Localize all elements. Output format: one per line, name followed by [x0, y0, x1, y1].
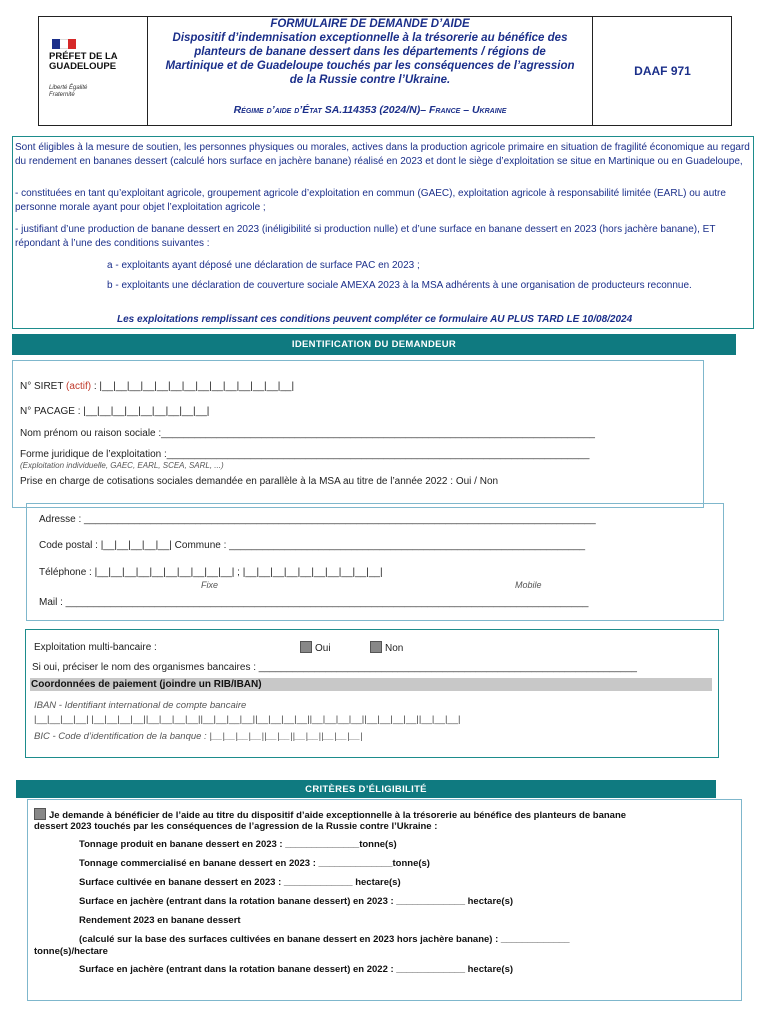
criteria-item: Rendement 2023 en banane dessert — [79, 915, 241, 926]
non-label: Non — [385, 643, 404, 654]
criteria-item[interactable]: Tonnage produit en banane dessert en 2023 : ______________tonne(s) — [79, 839, 397, 850]
phone-field[interactable]: Téléphone : |__|__|__|__|__|__|__|__|__|__| ; |__|__|__|__|__|__|__|__|__|__| — [39, 567, 383, 578]
eligibility-point-2: - justifiant d’une production de banane dessert en 2023 (inéligibilité si production nulle) et d’une surface en banane dessert en 2023 (hors jachère banane), ET répondant à l’une des conditions suivantes : — [15, 224, 716, 249]
legal-form-hint: (Exploitation individuelle, GAEC, EARL, SCEA, SARL, ...) — [20, 461, 224, 470]
siret-label: N° SIRET — [20, 381, 67, 392]
checkbox-square-icon — [370, 641, 382, 653]
republic-flag-icon — [52, 39, 76, 49]
eligibility-condition-a: a - exploitants ayant déposé une déclaration de surface PAC en 2023 ; — [107, 260, 420, 271]
payment-details-title: Coordonnées de paiement (joindre un RIB/IBAN) — [31, 679, 262, 690]
deadline-notice: Les exploitations remplissant ces conditions peuvent compléter ce formulaire AU PLUS TARD LE 10/08/2024 — [117, 314, 633, 325]
multi-bank-oui-checkbox[interactable] — [300, 641, 331, 654]
criteria-item[interactable]: Surface en jachère (entrant dans la rotation banane dessert) en 2022 : _____________ hectare(s) — [79, 964, 514, 975]
phone-fixed-label: Fixe — [201, 580, 219, 590]
siret-field[interactable] — [20, 381, 294, 392]
payment-details-heading — [30, 678, 712, 691]
mail-field[interactable]: Mail : ______________________________________________________________________________________________ — [39, 597, 589, 608]
criteria-item[interactable]: Surface en jachère (entrant dans la rotation banane dessert) en 2023 : _____________ hectare(s) — [79, 896, 514, 907]
bank-names-field[interactable]: Si oui, préciser le nom des organismes bancaires : ____________________________________________________________________ — [32, 662, 637, 673]
aid-regime-reference: Régime d’aide d’État SA.114353 (2024/N)– France – Ukraine — [233, 104, 507, 116]
section-bar-identification — [12, 334, 736, 355]
iban-label: IBAN - Identifiant international de compte bancaire — [34, 700, 247, 711]
legal-form-field[interactable]: Forme juridique de l’exploitation :____________________________________________________________________________ — [20, 449, 590, 460]
section-bar-criteria — [16, 780, 716, 798]
eligibility-point-1: - constituées en tant qu’exploitant agricole, groupement agricole d’exploitation en commun (GAEC), exploitation agricole à responsabilité limitée (EARL) ou autre personne morale ayant pour objet l’exploitation agricole ; — [15, 188, 726, 213]
msa-question[interactable]: Prise en charge de cotisations sociales demandée en parallèle à la MSA au titre de l’année 2022 : Oui / Non — [20, 476, 499, 487]
oui-label: Oui — [315, 643, 331, 654]
form-title — [148, 17, 592, 87]
multi-bank-label: Exploitation multi-bancaire : — [34, 642, 157, 653]
address-field[interactable]: Adresse : ____________________________________________________________________________________________ — [39, 514, 596, 525]
siret-status: (actif) — [66, 381, 92, 392]
logo-text: PRÉFET DE LA GUADELOUPE — [49, 51, 118, 72]
name-field[interactable]: Nom prénom ou raison sociale :______________________________________________________________________________ — [20, 428, 595, 439]
form-title-line: FORMULAIRE DE DEMANDE D’AIDE — [270, 18, 470, 30]
request-text: Je demande à bénéficier de l’aide au titre du dispositif d’aide exceptionnelle à la trésorerie au bénéfice des planteurs de banane — [49, 810, 627, 821]
postal-commune-field[interactable]: Code postal : |__|__|__|__|__| Commune : ________________________________________________________________ — [39, 540, 586, 551]
rendement-unit: tonne(s)/hectare — [34, 946, 108, 957]
form-title-line: Martinique et de Guadeloupe touchés par les conséquences de l’agression — [165, 60, 575, 72]
checkbox-square-icon — [300, 641, 312, 653]
logo-motto: Liberté Égalité Fraternité — [49, 85, 88, 98]
iban-field[interactable]: |__|__|__|__| |__|__|__|__||__|__|__|__||__|__|__|__||__|__|__|__||__|__|__|__||__|__|__|__||__|__|__| — [34, 714, 461, 725]
section-title: CRITÈRES D’ÉLIGIBILITÉ — [305, 783, 427, 795]
form-title-line: Dispositif d’indemnisation exceptionnelle à la trésorerie au bénéfice des — [172, 32, 568, 44]
eligibility-condition-b: b - exploitants une déclaration de couverture sociale AMEXA 2023 à la MSA adhérents à une organisation de producteurs reconnue. — [107, 280, 692, 291]
multi-bank-non-checkbox[interactable] — [370, 641, 403, 654]
checkbox-square-icon — [34, 808, 46, 820]
aid-request-line[interactable] — [34, 808, 626, 821]
aid-request-line-2: dessert 2023 touchés par les conséquences de l’agression de la Russie contre l’Ukraine : — [34, 821, 438, 832]
eligibility-conditions-box — [12, 136, 754, 329]
bic-field[interactable]: BIC - Code d’identification de la banque : |__|__|__|__||__|__||__|__||__|__|__| — [34, 731, 363, 742]
phone-mobile-label: Mobile — [515, 580, 542, 590]
section-title: IDENTIFICATION DU DEMANDEUR — [291, 339, 457, 350]
pacage-field[interactable]: N° PACAGE : |__|__|__|__|__|__|__|__|__| — [20, 406, 210, 417]
siret-boxes: : |__|__|__|__|__|__|__|__|__|__|__|__|__|__| — [91, 381, 295, 392]
criteria-item[interactable]: Tonnage commercialisé en banane dessert en 2023 : ______________tonne(s) — [79, 858, 430, 869]
office-code: DAAF 971 — [592, 16, 732, 126]
criteria-item[interactable]: Surface cultivée en banane dessert en 2023 : _____________ hectare(s) — [79, 877, 401, 888]
form-title-line: planteurs de banane dessert dans les départements / régions de — [194, 46, 546, 58]
form-title-line: de la Russie contre l’Ukraine. — [289, 74, 451, 86]
criteria-item[interactable]: (calculé sur la base des surfaces cultivées en banane dessert en 2023 hors jachère banane) : _____________ — [79, 934, 570, 945]
eligibility-intro: Sont éligibles à la mesure de soutien, les personnes physiques ou morales, actives dans la production agricole primaire en situation de fragilité économique au regard du rendement en bananes dessert (calculé hors surface en jachère banane) réalisé en 2023 et dont le siège d’exploitation se situe en Martinique ou en Guadeloupe, — [15, 142, 750, 167]
